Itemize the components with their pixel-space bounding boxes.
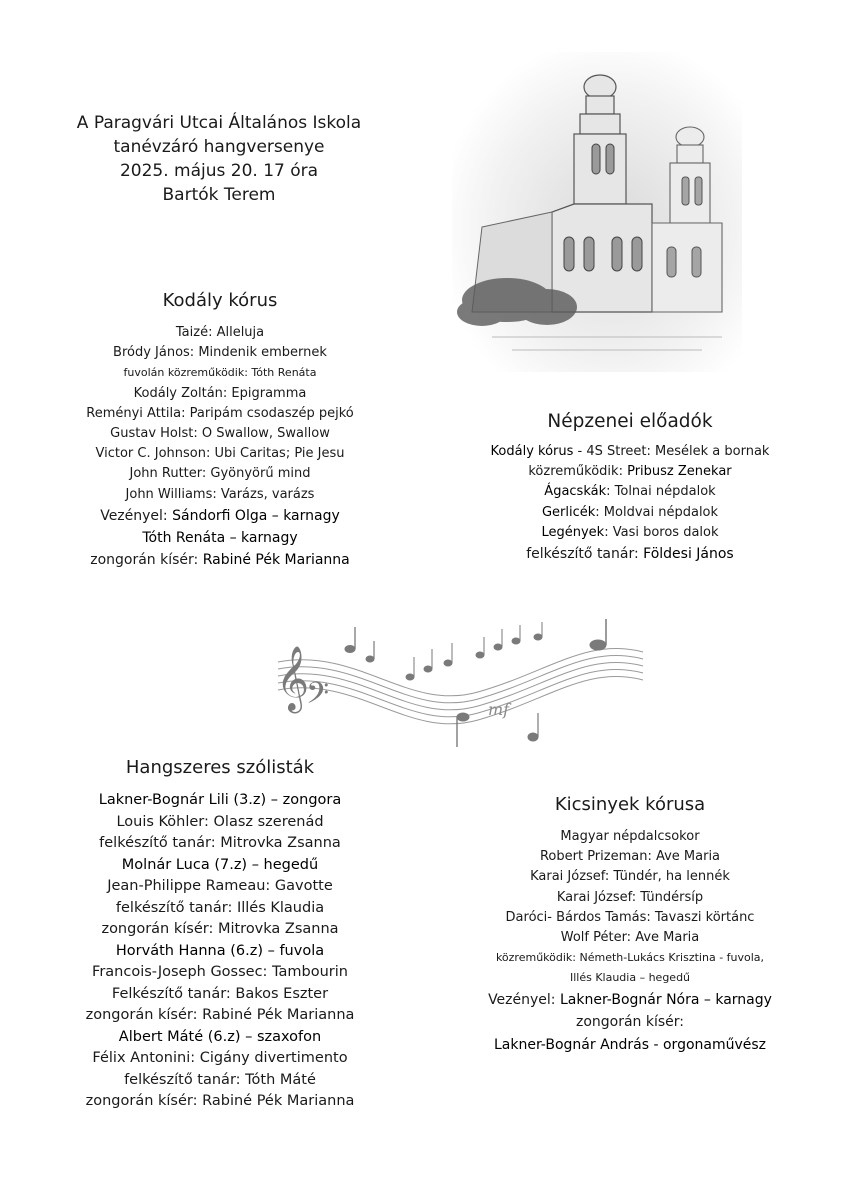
teacher-line: felkészítő tanár: Illés Klaudia: [115, 899, 325, 916]
group-repertoire: - 4S Street: Mesélek a bornak: [573, 444, 770, 459]
piece-line: Félix Antonini: Cigány divertimento: [92, 1050, 348, 1066]
header-school-line: A Paragvári Utcai Általános Iskola: [76, 113, 362, 133]
kicsinyek-item: Karai József: Tündér, ha lennék: [530, 869, 730, 885]
svg-text:𝄞: 𝄞: [276, 646, 310, 711]
kodaly-item: Taizé: Alleluja: [175, 325, 265, 340]
kicsinyek-contrib: Illés Klaudia – hegedű: [569, 971, 691, 985]
kodaly-item: Bródy János: Mindenik embernek: [113, 345, 327, 361]
teacher-line: felkészítő tanár: Tóth Máté: [124, 1071, 316, 1088]
kicsinyek-contrib: közreműködik: Németh-Lukács Krisztina - fuvola,: [495, 951, 765, 965]
concert-header: [60, 111, 378, 207]
organist-name: Lakner-Bognár András - orgonaművész: [493, 1036, 767, 1053]
soloist-line: Horváth Hanna (6.z) – fuvola: [115, 942, 325, 959]
church-sketch-image: [452, 52, 742, 372]
nepzenei-item: [480, 503, 780, 523]
kodaly-section: [40, 290, 400, 571]
nepzenei-teacher-line: [480, 543, 780, 565]
hangszeres-title: Hangszeres szólisták: [125, 757, 315, 778]
kicsinyek-item: Wolf Péter: Ave Maria: [560, 930, 700, 946]
kodaly-item: John Williams: Varázs, varázs: [125, 486, 315, 502]
teacher-name: Földesi János: [643, 546, 734, 563]
group-repertoire: : Tolnai népdalok: [606, 484, 716, 500]
kicsinyek-item: Daróci- Bárdos Tamás: Tavaszi körtánc: [505, 909, 755, 925]
accompanist-line: zongorán kísér: Rabiné Pék Marianna: [85, 1007, 355, 1023]
kicsinyek-piano-label: zongorán kísér:: [575, 1013, 685, 1030]
conductor-name: Tóth Renáta – karnagy: [142, 529, 298, 546]
nepzenei-title: Népzenei előadók: [547, 411, 713, 432]
conductor-name: Lakner-Bognár Nóra – karnagy: [559, 991, 772, 1008]
header-venue-line: Bartók Terem: [162, 185, 276, 205]
nepzenei-item: [480, 462, 780, 482]
group-name: Legények: [541, 524, 605, 540]
kicsinyek-item: Karai József: Tündérsíp: [556, 889, 704, 905]
kicsinyek-item: Robert Prizeman: Ave Maria: [539, 849, 721, 865]
kodaly-item: Kodály Zoltán: Epigramma: [133, 385, 307, 401]
teacher-label: felkészítő tanár:: [526, 546, 639, 563]
kodaly-item: fuvolán közreműködik: Tóth Renáta: [123, 366, 317, 380]
group-repertoire: : Vasi boros dalok: [604, 524, 719, 540]
kodaly-item: John Rutter: Gyönyörű mind: [129, 466, 311, 482]
kodaly-item: Gustav Holst: O Swallow, Swallow: [110, 426, 330, 442]
kicsinyek-item: Magyar népdalcsokor: [560, 829, 700, 844]
piece-line: Francois-Joseph Gossec: Tambourin: [92, 964, 348, 980]
nepzenei-item: [480, 482, 780, 502]
kicsinyek-conductor-line: [455, 989, 805, 1011]
piece-line: Louis Köhler: Olasz szerenád: [116, 813, 324, 830]
soloist-line: Albert Máté (6.z) – szaxofon: [118, 1028, 322, 1045]
kodaly-piano-line: [40, 549, 400, 571]
kodaly-item: Reményi Attila: Paripám csodaszép pejkó: [86, 405, 354, 421]
kodaly-conductor-line: [40, 505, 400, 527]
header-concert-line: tanévzáró hangversenye: [113, 137, 325, 157]
svg-text:𝄢: 𝄢: [306, 677, 330, 718]
nepzenei-item: [480, 442, 780, 462]
nepzenei-item: [480, 523, 780, 543]
conductor-name: Sándorfi Olga – karnagy: [172, 507, 340, 524]
music-notes-image: [258, 617, 648, 767]
group-repertoire: : Moldvai népdalok: [595, 504, 719, 520]
header-date-line: 2025. május 20. 17 óra: [119, 161, 319, 181]
conductor-label: Vezényel:: [100, 507, 168, 524]
kodaly-item: Victor C. Johnson: Ubi Caritas; Pie Jesu: [95, 446, 345, 462]
teacher-line: Felkészítő tanár: Bakos Eszter: [111, 985, 329, 1002]
group-name: Gerlicék: [541, 504, 596, 520]
kicsinyek-section: [455, 794, 805, 1057]
pianist-name: Rabiné Pék Marianna: [202, 551, 350, 568]
group-name: Ágacskák: [544, 484, 607, 500]
soloist-line: Lakner-Bognár Lili (3.z) – zongora: [98, 792, 342, 808]
kicsinyek-title: Kicsinyek kórusa: [554, 794, 706, 815]
hangszeres-section: [40, 757, 400, 1113]
band-name: Pribusz Zenekar: [627, 464, 732, 480]
group-name: Kodály kórus: [490, 444, 574, 459]
piano-label: zongorán kísér:: [90, 551, 199, 568]
piece-line: Jean-Philippe Rameau: Gavotte: [107, 878, 333, 894]
kodaly-title: Kodály kórus: [162, 290, 278, 311]
svg-text:mf: mf: [488, 700, 510, 719]
soloist-line: Molnár Luca (7.z) – hegedű: [121, 856, 319, 873]
contrib-label: közreműködik:: [528, 464, 623, 480]
conductor-label: Vezényel:: [488, 991, 556, 1008]
accompanist-line: zongorán kísér: Mitrovka Zsanna: [101, 921, 339, 937]
nepzenei-section: [480, 411, 780, 565]
accompanist-line: zongorán kísér: Rabiné Pék Marianna: [85, 1093, 355, 1109]
teacher-line: felkészítő tanár: Mitrovka Zsanna: [99, 835, 341, 851]
